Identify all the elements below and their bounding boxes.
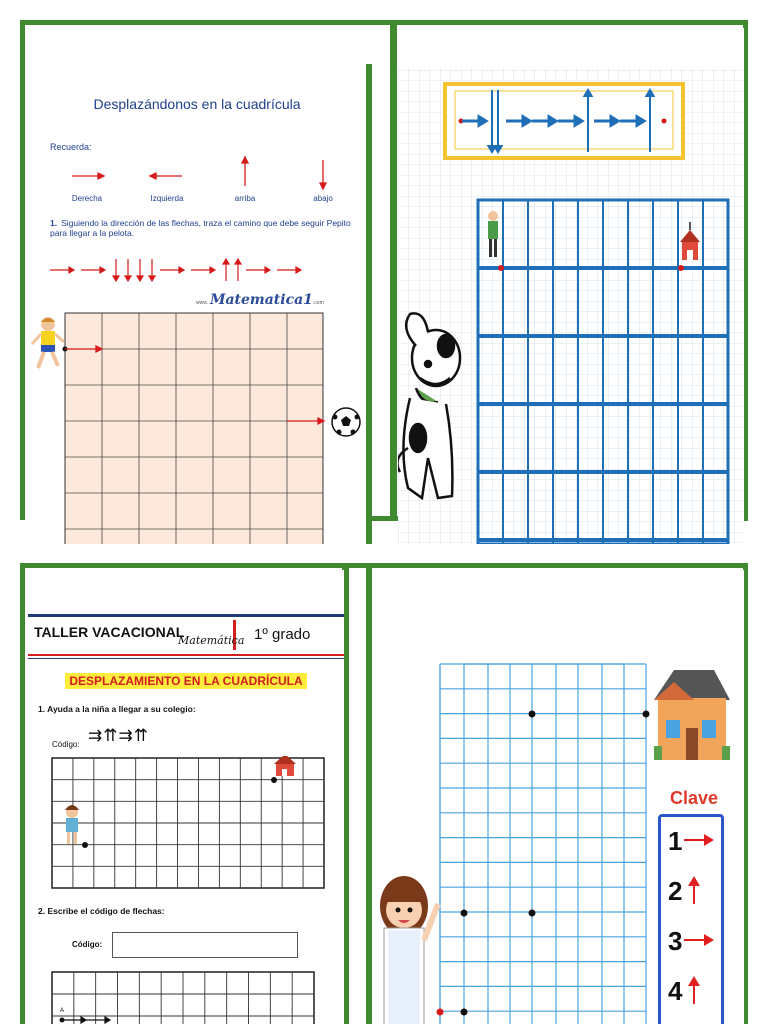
key-arrow-up-icon	[690, 878, 698, 904]
label-down: abajo	[313, 194, 333, 203]
worksheet-panel-2	[398, 28, 744, 544]
key-number-2: 2	[668, 876, 683, 906]
grid-exercise-2	[398, 28, 744, 544]
instruction-text: 1. Siguiendo la dirección de las flechas, traza el camino que debe seguir Pepito para llegar a la pelota.	[50, 218, 351, 238]
label-up: arriba	[234, 194, 256, 203]
key-number-4: 4	[668, 976, 683, 1006]
header-line-blue	[28, 658, 344, 659]
brand-logo: www. Matematica1.com	[196, 292, 324, 308]
worksheet-panel-1	[28, 28, 366, 544]
header-line	[28, 614, 344, 617]
frame-divider-1a	[366, 64, 372, 544]
key-arrow-right-icon	[684, 936, 712, 944]
arrow-sequence	[28, 256, 366, 286]
key-arrow-right-icon	[684, 836, 712, 844]
label-right: Derecha	[71, 194, 103, 203]
seq-arrow-down-icon	[149, 259, 155, 281]
girl-waving-icon	[380, 876, 438, 1024]
page-title: Desplazándonos en la cuadrícula	[93, 96, 301, 112]
seq-arrow-right-icon	[50, 267, 74, 273]
question-2: 2. Escribe el código de flechas:	[38, 906, 165, 916]
key-arrows	[680, 822, 740, 1022]
workshop-title: TALLER VACACIONAL	[34, 624, 185, 640]
seq-arrow-down-icon	[113, 259, 119, 281]
arrow-down-icon	[320, 160, 326, 189]
seq-arrow-up-icon	[235, 259, 241, 281]
key-title: Clave	[670, 788, 719, 808]
seq-arrow-down-icon	[125, 259, 131, 281]
seq-arrow-down-icon	[137, 259, 143, 281]
grid-exercise-1	[28, 310, 366, 544]
arrow-up-icon	[242, 157, 248, 186]
subject-label: Matemática	[178, 634, 245, 647]
reminder-label: Recuerda:	[50, 142, 92, 152]
grid-exercise-3	[28, 756, 344, 896]
frame-divider-1b	[390, 20, 397, 520]
seq-arrow-right-icon	[246, 267, 270, 273]
worksheet-panel-3	[28, 570, 344, 1024]
key-number-1: 1	[668, 826, 683, 856]
house-icon	[654, 670, 730, 760]
question-1: 1. Ayuda a la niña a llegar a su colegio:	[38, 704, 196, 714]
code-answer-field[interactable]	[112, 932, 298, 958]
section-heading: DESPLAZAMIENTO EN LA CUADRÍCULA	[28, 672, 344, 690]
label-left: Izquierda	[150, 194, 184, 203]
arrow-right-icon	[72, 173, 104, 179]
worksheet-panel-4	[374, 570, 744, 1024]
key-number-3: 3	[668, 926, 683, 956]
seq-arrow-right-icon	[277, 267, 301, 273]
code-glyphs: ⇉⇈⇉⇈	[88, 726, 149, 745]
frame-left-2	[20, 563, 25, 1024]
boy-player-icon	[28, 314, 68, 374]
header-line-red	[28, 654, 344, 656]
grid-exercise-4	[28, 970, 344, 1024]
code-label-2: Código:	[72, 940, 103, 949]
code-label-1: Código:	[52, 740, 80, 749]
frame-top-1	[20, 20, 748, 25]
frame-left-1	[20, 20, 25, 520]
point-label: A	[60, 1008, 65, 1014]
seq-arrow-right-icon	[81, 267, 105, 273]
soccer-ball-icon	[332, 408, 360, 436]
frame-divider-2b	[366, 563, 372, 1024]
seq-arrow-right-icon	[160, 267, 184, 273]
grade-label: 1º grado	[254, 626, 311, 643]
seq-arrow-up-icon	[223, 259, 229, 281]
arrow-left-icon	[150, 173, 182, 179]
frame-top-2	[20, 563, 748, 568]
key-arrow-up-icon	[690, 978, 698, 1004]
seq-arrow-right-icon	[191, 267, 215, 273]
